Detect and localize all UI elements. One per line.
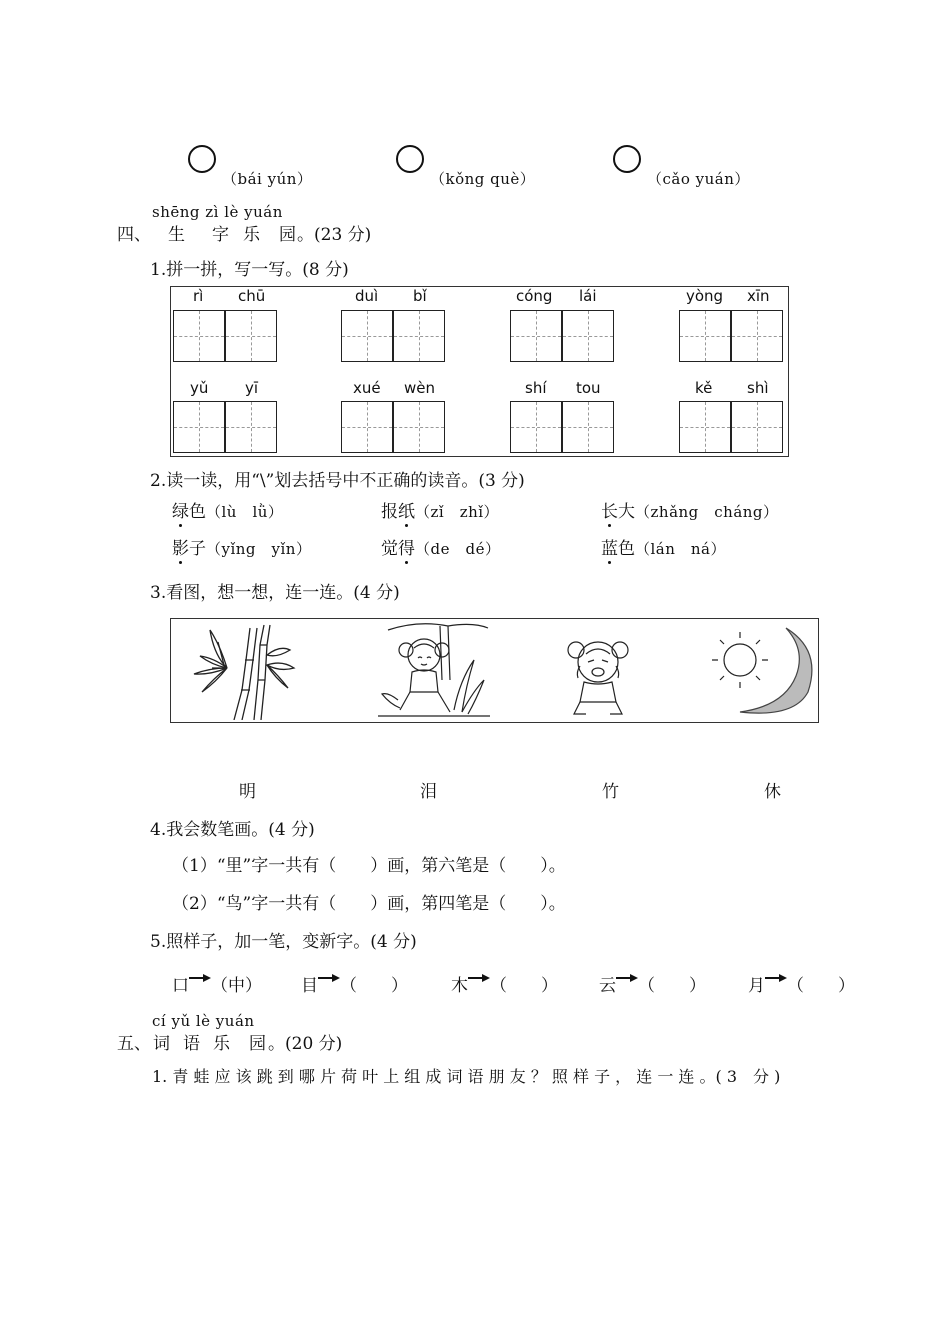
grid-pinyin: duì	[355, 287, 379, 305]
arrow-icon	[616, 973, 638, 983]
grid-pinyin: yòng	[686, 287, 724, 305]
answer-blank: （中）	[211, 976, 262, 996]
pinyin-options: （lán ná）	[635, 540, 727, 558]
match-word-lei[interactable]: 泪	[420, 782, 437, 802]
char: 觉	[381, 539, 398, 559]
writing-grid-cell[interactable]	[679, 310, 731, 362]
q2-item-6	[601, 534, 726, 559]
q5-item-3	[451, 971, 558, 996]
grid-pinyin: shí	[525, 379, 547, 397]
grid-pinyin: yǔ	[190, 379, 209, 397]
bamboo-illustration	[172, 620, 302, 720]
section5-number: 五、	[117, 1034, 151, 1054]
writing-grid-cell[interactable]	[562, 310, 614, 362]
dotted-char: 纸	[398, 502, 415, 522]
section5-pinyin: cí yǔ lè yuán	[152, 1012, 255, 1030]
section4-char-3: 乐	[243, 225, 260, 245]
section5-char-2: 语	[183, 1034, 200, 1054]
char: 色	[618, 539, 635, 559]
answer-blank[interactable]: （ ）	[340, 976, 408, 996]
char: 子	[189, 539, 206, 559]
grid-pinyin: bǐ	[413, 287, 427, 305]
writing-grid-cell[interactable]	[731, 310, 783, 362]
grid-pinyin: lái	[579, 287, 597, 305]
dotted-char: 蓝	[601, 539, 618, 559]
q4-line-2: （2）“鸟”字一共有（ ）画，第四笔是（ ）。	[172, 894, 566, 914]
writing-grid-cell[interactable]	[341, 401, 393, 453]
grid-pinyin: xīn	[747, 287, 770, 305]
writing-grid-cell[interactable]	[393, 401, 445, 453]
section5-score: 。(20 分)	[268, 1034, 343, 1054]
q5-item-5	[748, 971, 855, 996]
arrow-icon	[765, 973, 787, 983]
q2-item-3	[601, 497, 779, 522]
section5-char-1: 词	[153, 1034, 170, 1054]
answer-blank[interactable]: （ ）	[787, 976, 855, 996]
writing-grid-cell[interactable]	[562, 401, 614, 453]
q2-item-1	[172, 497, 283, 522]
match-word-ming[interactable]: 明	[239, 782, 256, 802]
arrow-icon	[318, 973, 340, 983]
pinyin-options: （zhǎng cháng）	[635, 503, 779, 521]
writing-grid-cell[interactable]	[510, 401, 562, 453]
base-char: 口	[172, 976, 189, 996]
section4-score: 。(23 分)	[297, 225, 372, 245]
base-char: 云	[599, 976, 616, 996]
match-word-zhu[interactable]: 竹	[602, 782, 619, 802]
writing-grid-cell[interactable]	[510, 310, 562, 362]
answer-circle-1	[188, 145, 216, 173]
grid-pinyin: yī	[245, 379, 259, 397]
writing-grid-cell[interactable]	[225, 310, 277, 362]
pinyin-options: （de dé）	[415, 540, 501, 558]
writing-grid-cell[interactable]	[679, 401, 731, 453]
writing-grid-cell[interactable]	[173, 310, 225, 362]
grid-pinyin: cóng	[516, 287, 553, 305]
pinyin-kong-que: （kǒng què）	[430, 170, 536, 188]
grid-pinyin: rì	[193, 287, 204, 305]
section4-pinyin: shēng zì lè yuán	[152, 203, 283, 221]
q4-title: 4.我会数笔画。(4 分)	[150, 820, 315, 840]
s5-q1-title: 1. 青 蛙 应 该 跳 到 哪 片 荷 叶 上 组 成 词 语 朋 友 ？ 照 样 子 ， 连 一 连 。( 3 分 )	[152, 1067, 781, 1086]
match-word-xiu[interactable]: 休	[764, 782, 781, 802]
grid-pinyin: wèn	[404, 379, 436, 397]
writing-grid-cell[interactable]	[173, 401, 225, 453]
grid-pinyin: xué	[353, 379, 381, 397]
crying-girl-illustration	[558, 620, 638, 720]
section4-char-1: 生	[168, 225, 185, 245]
grid-pinyin: chū	[238, 287, 266, 305]
writing-grid-cell[interactable]	[225, 401, 277, 453]
char: 大	[618, 502, 635, 522]
arrow-icon	[468, 973, 490, 983]
pinyin-bai-yun: （bái yún）	[222, 170, 313, 188]
q2-item-4	[172, 534, 311, 559]
writing-grid-cell[interactable]	[731, 401, 783, 453]
answer-circle-2	[396, 145, 424, 173]
writing-grid-cell[interactable]	[393, 310, 445, 362]
answer-blank[interactable]: （ ）	[490, 976, 558, 996]
q2-item-5	[381, 534, 500, 559]
section4-char-2: 字	[212, 225, 229, 245]
section5-char-3: 乐	[213, 1034, 230, 1054]
grid-pinyin: shì	[747, 379, 769, 397]
pinyin-options: （zǐ zhǐ）	[415, 503, 500, 521]
girl-under-tree-illustration	[378, 620, 490, 720]
char: 报	[381, 502, 398, 522]
q4-line-1: （1）“里”字一共有（ ）画，第六笔是（ ）。	[172, 856, 566, 876]
answer-blank[interactable]: （ ）	[638, 976, 706, 996]
answer-circle-3	[613, 145, 641, 173]
pinyin-cao-yuan: （cǎo yuán）	[647, 170, 750, 188]
dotted-char: 影	[172, 539, 189, 559]
section4-char-4: 园	[279, 225, 296, 245]
q5-title: 5.照样子，加一笔，变新字。(4 分)	[150, 932, 417, 952]
writing-grid-cell[interactable]	[341, 310, 393, 362]
base-char: 木	[451, 976, 468, 996]
base-char: 月	[748, 976, 765, 996]
dotted-char: 长	[601, 502, 618, 522]
base-char: 目	[301, 976, 318, 996]
char: 色	[189, 502, 206, 522]
grid-pinyin: tou	[576, 379, 601, 397]
pinyin-options: （yǐng yǐn）	[206, 540, 312, 558]
q3-title: 3.看图，想一想，连一连。(4 分)	[150, 583, 400, 603]
grid-pinyin: kě	[695, 379, 713, 397]
q1-title: 1.拼一拼，写一写。(8 分)	[150, 260, 349, 280]
arrow-icon	[189, 973, 211, 983]
section5-char-4: 园	[249, 1034, 266, 1054]
q5-item-2	[301, 971, 408, 996]
q2-title: 2.读一读，用“\”划去括号中不正确的读音。(3 分)	[150, 471, 525, 491]
dotted-char: 得	[398, 539, 415, 559]
dotted-char: 绿	[172, 502, 189, 522]
q2-item-2	[381, 497, 499, 522]
sun-and-moon-illustration	[704, 620, 816, 720]
pinyin-options: （lù lǜ）	[206, 503, 284, 521]
q5-item-1	[172, 971, 262, 996]
q5-item-4	[599, 971, 706, 996]
section4-number: 四、	[117, 225, 151, 245]
